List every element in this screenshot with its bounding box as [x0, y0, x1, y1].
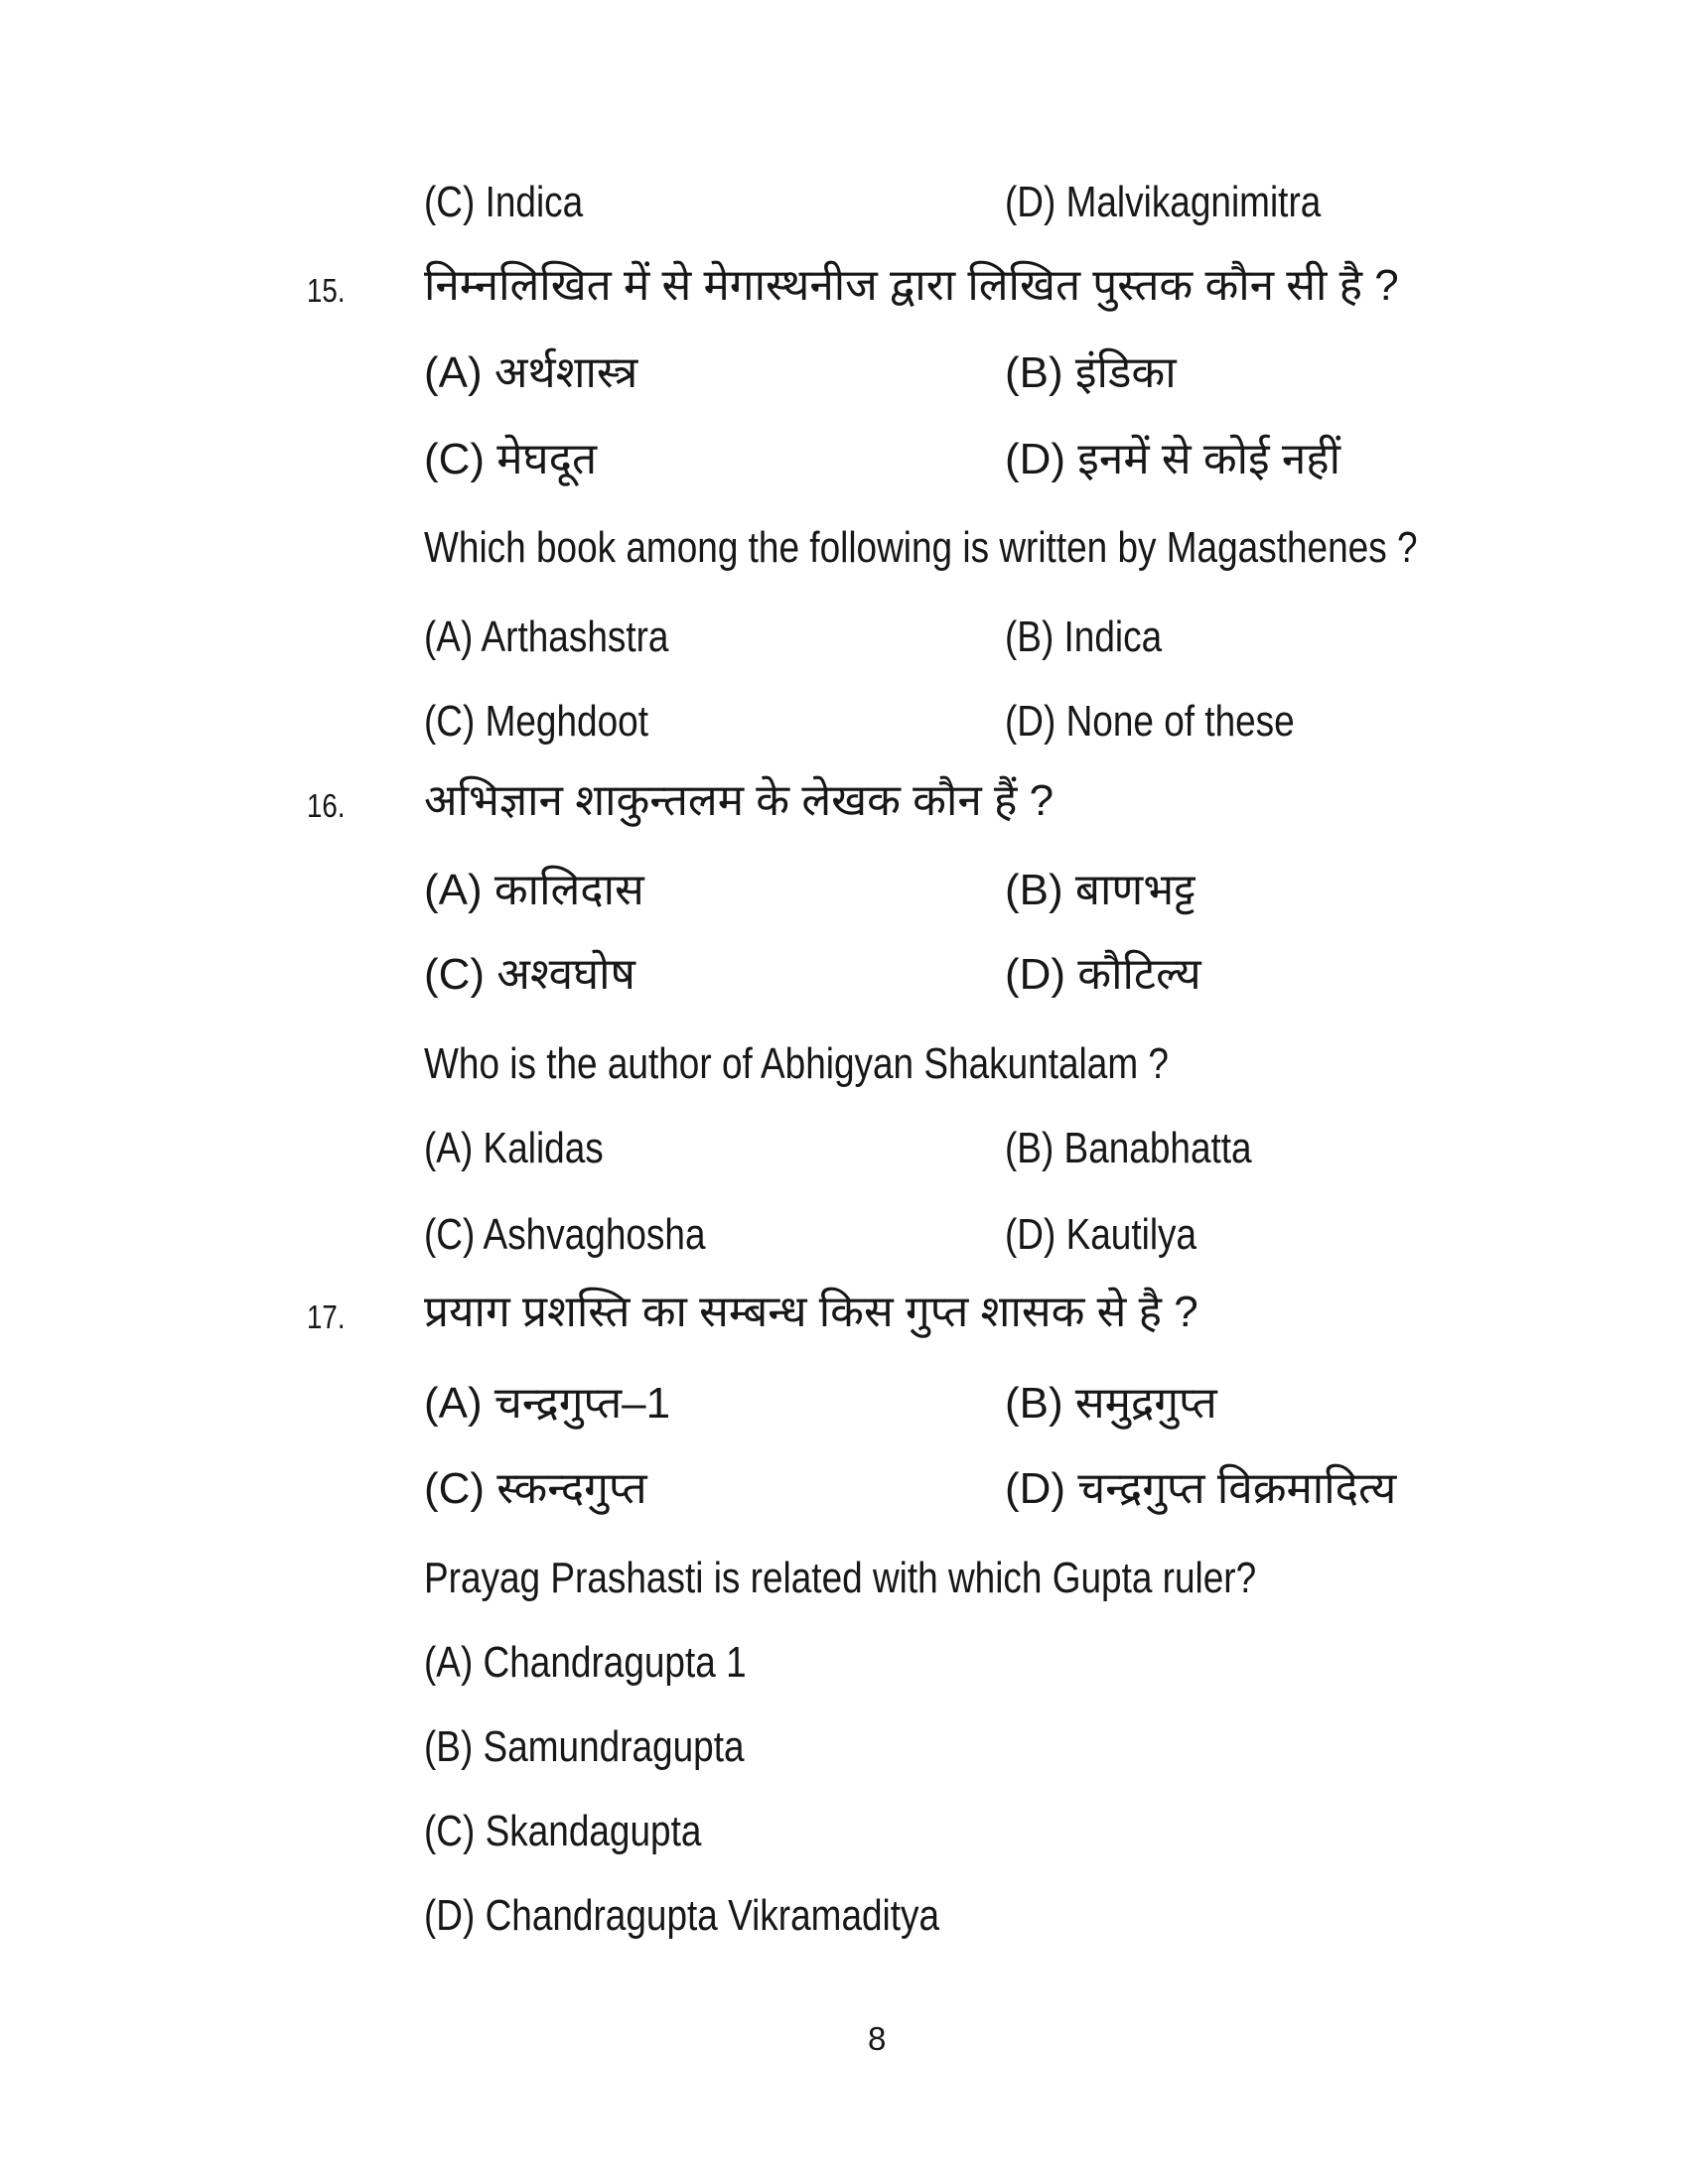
- q16-english-option-d: (D) Kautilya: [1005, 1210, 1197, 1259]
- q15-hindi-question-row: [0, 261, 1688, 326]
- q17-english-option-d: (D) Chandragupta Vikramaditya: [424, 1891, 940, 1940]
- q17-english-option-a-row: [0, 1638, 1688, 1703]
- q15-english-question: Which book among the following is written by Magasthenes ?: [424, 523, 1418, 572]
- q16-hindi-options-cd-row: [0, 950, 1688, 1015]
- q17-hindi-question-row: [0, 1288, 1688, 1352]
- q16-english-option-c: (C) Ashvaghosha: [424, 1210, 706, 1259]
- q15-hindi-question: निम्नलिखित में से मेगास्थनीज द्वारा लिखित पुस्तक कौन सी है ?: [424, 261, 1399, 310]
- q17-english-option-b: (B) Samundragupta: [424, 1722, 745, 1771]
- q14-option-c: (C) Indica: [424, 178, 584, 226]
- q17-english-option-b-row: [0, 1722, 1688, 1787]
- q17-hindi-option-c: (C) स्कन्दगुप्त: [424, 1464, 647, 1513]
- q16-english-question: Who is the author of Abhigyan Shakuntalam ?: [424, 1039, 1169, 1088]
- q17-hindi-options-ab-row: [0, 1379, 1688, 1443]
- q15-english-question-row: [0, 523, 1688, 588]
- page-number: 8: [868, 2020, 887, 2057]
- q16-english-option-b: (B) Banabhatta: [1005, 1124, 1252, 1172]
- q15-hindi-option-c: (C) मेघदूत: [424, 435, 598, 483]
- q17-english-option-a: (A) Chandragupta 1: [424, 1638, 747, 1687]
- q17-hindi-option-a: (A) चन्द्रगुप्त–1: [424, 1379, 671, 1428]
- q16-number: 16.: [307, 787, 346, 824]
- q16-english-options-ab-row: [0, 1124, 1688, 1188]
- q14-option-d: (D) Malvikagnimitra: [1005, 178, 1322, 226]
- q16-hindi-options-ab-row: [0, 866, 1688, 930]
- q15-hindi-option-b: (B) इंडिका: [1005, 348, 1177, 397]
- q15-hindi-options-cd-row: [0, 435, 1688, 499]
- q17-english-option-c: (C) Skandagupta: [424, 1807, 702, 1855]
- q16-english-option-a: (A) Kalidas: [424, 1124, 604, 1172]
- q15-english-option-b: (B) Indica: [1005, 613, 1163, 661]
- q17-hindi-option-d: (D) चन्द्रगुप्त विक्रमादित्य: [1005, 1464, 1397, 1513]
- q15-english-option-c: (C) Meghdoot: [424, 697, 648, 746]
- q16-hindi-option-c: (C) अश्वघोष: [424, 950, 635, 999]
- q17-english-question: Prayag Prashasti is related with which Gupta ruler?: [424, 1554, 1257, 1602]
- q15-english-option-a: (A) Arthashstra: [424, 613, 669, 661]
- q17-english-question-row: [0, 1554, 1688, 1618]
- q15-hindi-option-d: (D) इनमें से कोई नहीं: [1005, 435, 1341, 483]
- q16-hindi-option-b: (B) बाणभट्ट: [1005, 866, 1196, 914]
- q17-english-option-c-row: [0, 1807, 1688, 1871]
- q15-hindi-options-ab-row: [0, 348, 1688, 413]
- q16-hindi-option-d: (D) कौटिल्य: [1005, 950, 1201, 999]
- q15-english-options-cd-row: [0, 697, 1688, 761]
- q16-hindi-question-row: [0, 776, 1688, 841]
- q17-english-option-d-row: [0, 1891, 1688, 1956]
- q17-hindi-option-b: (B) समुद्रगुप्त: [1005, 1379, 1217, 1428]
- q16-hindi-question: अभिज्ञान शाकुन्तलम के लेखक कौन हैं ?: [424, 776, 1055, 825]
- q15-hindi-option-a: (A) अर्थशास्त्र: [424, 348, 638, 397]
- q16-english-options-cd-row: [0, 1210, 1688, 1275]
- q17-hindi-options-cd-row: [0, 1464, 1688, 1529]
- q15-english-option-d: (D) None of these: [1005, 697, 1295, 746]
- q15-english-options-ab-row: [0, 615, 1688, 677]
- q15-number: 15.: [307, 272, 346, 309]
- q14-options-cd-row: [0, 178, 1688, 242]
- q17-number: 17.: [307, 1298, 346, 1335]
- q17-hindi-question: प्रयाग प्रशस्ति का सम्बन्ध किस गुप्त शासक से है ?: [424, 1288, 1198, 1336]
- q16-hindi-option-a: (A) कालिदास: [424, 866, 644, 914]
- q16-english-question-row: [0, 1039, 1688, 1104]
